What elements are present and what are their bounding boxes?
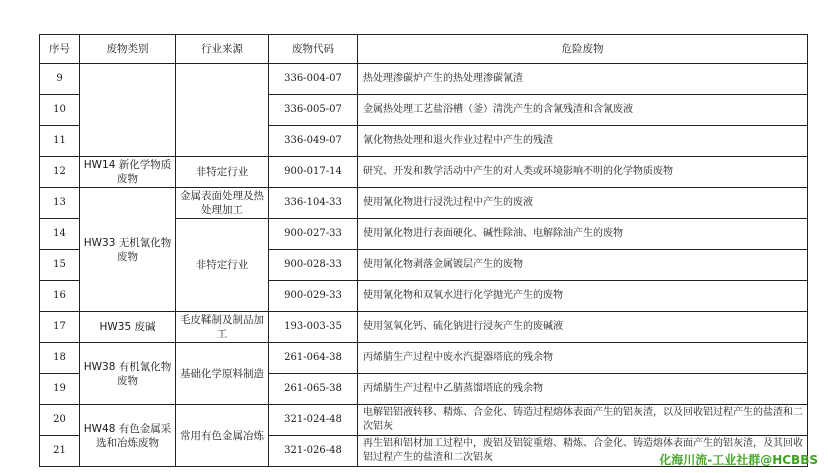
- category-cell: HW33 无机氰化物废物: [80, 188, 176, 312]
- serial-cell: 16: [40, 281, 80, 312]
- table-row: [40, 188, 808, 219]
- category-cell: HW14 新化学物质废物: [80, 157, 176, 188]
- header-serial: 序号: [40, 35, 80, 64]
- serial-cell: 9: [40, 64, 80, 95]
- category-cell: HW35 废碱: [80, 312, 176, 343]
- header-category: 废物类别: [80, 35, 176, 64]
- header-waste: 危险废物: [358, 35, 808, 64]
- waste-code-cell: 321-024-48: [269, 405, 358, 436]
- industry-cell: 常用有色金属冶炼: [176, 405, 269, 467]
- industry-cell: 基础化学原料制造: [176, 343, 269, 405]
- category-cell: HW48 有色金属采选和冶炼废物: [80, 405, 176, 467]
- table-row: [40, 343, 808, 374]
- serial-cell: 15: [40, 250, 80, 281]
- category-cell: HW38 有机氰化物废物: [80, 343, 176, 405]
- waste-desc-cell: 使用氰化物进行浸洗过程中产生的废液: [358, 188, 808, 219]
- waste-desc-cell: 使用氢氧化钙、硫化钠进行浸灰产生的废碱液: [358, 312, 808, 343]
- waste-desc-cell: 再生铝和铝材加工过程中，废铝及铝锭重熔、精炼、合金化、铸造熔体表面产生的铝灰渣，及其回收铝过程产生的盐渣和二次铝灰: [358, 436, 808, 467]
- industry-cell: 毛皮鞣制及制品加工: [176, 312, 269, 343]
- waste-code-cell: 900-029-33: [269, 281, 358, 312]
- header-code: 废物代码: [269, 35, 358, 64]
- waste-desc-cell: 使用氰化物剥落金属镀层产生的废物: [358, 250, 808, 281]
- table-row: [40, 157, 808, 188]
- serial-cell: 11: [40, 126, 80, 157]
- header-industry: 行业来源: [176, 35, 269, 64]
- serial-cell: 14: [40, 219, 80, 250]
- waste-code-cell: 336-005-07: [269, 95, 358, 126]
- industry-cell: 金属表面处理及热处理加工: [176, 188, 269, 219]
- waste-code-cell: 900-028-33: [269, 250, 358, 281]
- table-row: [40, 312, 808, 343]
- waste-desc-cell: 丙烯腈生产过程中废水汽提器塔底的残余物: [358, 343, 808, 374]
- industry-cell: 非特定行业: [176, 219, 269, 312]
- table-header-row: [40, 35, 808, 64]
- waste-code-cell: 336-049-07: [269, 126, 358, 157]
- waste-desc-cell: 使用氰化物进行表面硬化、碱性除油、电解除油产生的废物: [358, 219, 808, 250]
- waste-desc-cell: 使用氰化物和双氧水进行化学抛光产生的废物: [358, 281, 808, 312]
- waste-desc-cell: 丙烯腈生产过程中乙腈蒸馏塔底的残余物: [358, 374, 808, 405]
- serial-cell: 12: [40, 157, 80, 188]
- waste-code-cell: 261-065-38: [269, 374, 358, 405]
- waste-code-cell: 261-064-38: [269, 343, 358, 374]
- waste-desc-cell: 金属热处理工艺盐浴槽（釜）清洗产生的含氰残渣和含氰废液: [358, 95, 808, 126]
- serial-cell: 10: [40, 95, 80, 126]
- table-row: [40, 405, 808, 436]
- category-cell-empty: [80, 64, 176, 157]
- serial-cell: 13: [40, 188, 80, 219]
- industry-cell-empty: [176, 64, 269, 157]
- serial-cell: 20: [40, 405, 80, 436]
- waste-desc-cell: 氰化物热处理和退火作业过程中产生的残渣: [358, 126, 808, 157]
- waste-code-cell: 900-027-33: [269, 219, 358, 250]
- industry-cell: 非特定行业: [176, 157, 269, 188]
- table-row: [40, 64, 808, 95]
- serial-cell: 18: [40, 343, 80, 374]
- waste-code-cell: 336-104-33: [269, 188, 358, 219]
- watermark-text: 化海川流-工业社群@HCBBS: [659, 453, 818, 467]
- waste-desc-cell: 研究、开发和教学活动中产生的对人类或环境影响不明的化学物质废物: [358, 157, 808, 188]
- waste-code-cell: 900-017-14: [269, 157, 358, 188]
- serial-cell: 17: [40, 312, 80, 343]
- hazardous-waste-table: [39, 34, 808, 467]
- waste-desc-cell: 电解铝铝液转移、精炼、合金化、铸造过程熔体表面产生的铝灰渣，以及回收铝过程产生的盐渣和二次铝灰: [358, 405, 808, 436]
- waste-desc-cell: 热处理渗碳炉产生的热处理渗碳氰渣: [358, 64, 808, 95]
- serial-cell: 19: [40, 374, 80, 405]
- waste-code-cell: 193-003-35: [269, 312, 358, 343]
- serial-cell: 21: [40, 436, 80, 467]
- waste-code-cell: 321-026-48: [269, 436, 358, 467]
- waste-code-cell: 336-004-07: [269, 64, 358, 95]
